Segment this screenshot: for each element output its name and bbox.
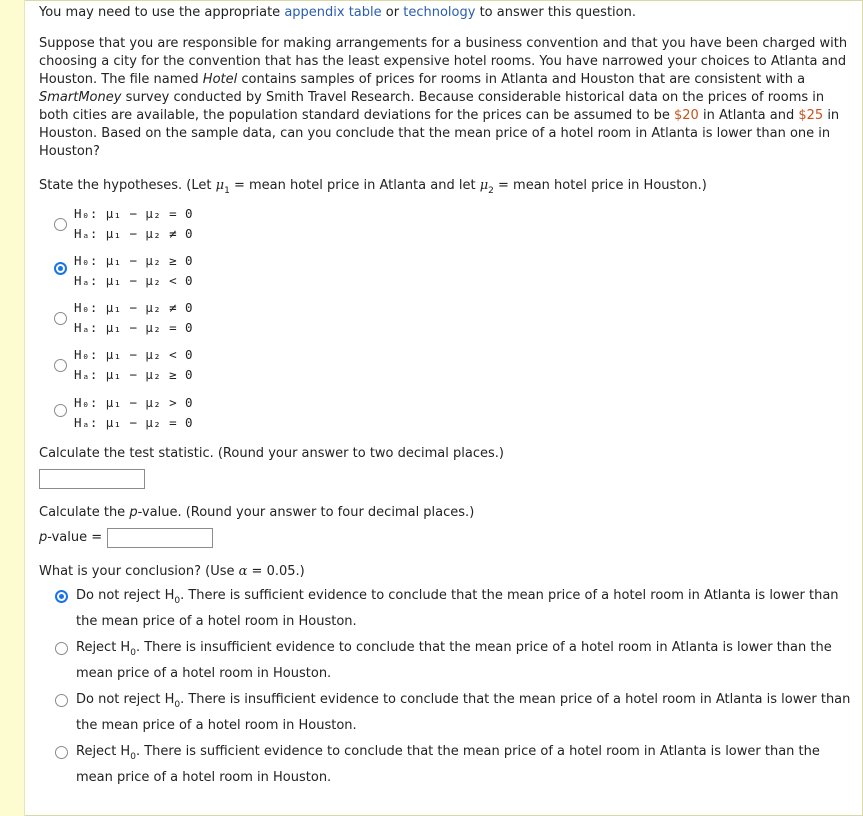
p-value-input[interactable] — [107, 528, 213, 548]
hypothesis-radio-3[interactable] — [54, 312, 67, 325]
conclusion-radio-1[interactable] — [55, 590, 68, 603]
conclusion-prompt: What is your conclusion? (Use α = 0.05.) — [39, 564, 305, 579]
sd-houston: $25 — [798, 108, 824, 123]
hypothesis-radio-2[interactable] — [54, 262, 67, 275]
appendix-table-link[interactable]: appendix table — [284, 5, 382, 20]
hypothesis-option-3[interactable] — [54, 299, 254, 341]
ha-line: Hₐ: μ₁ − μ₂ = 0 — [74, 320, 193, 335]
source-name: SmartMoney — [39, 90, 122, 105]
conclusion-option-2[interactable] — [55, 635, 855, 687]
h0-line: H₀: μ₁ − μ₂ > 0 — [74, 395, 193, 410]
p-value-label: p-value = — [39, 530, 103, 545]
file-name: Hotel — [202, 72, 238, 87]
hypothesis-option-2[interactable] — [54, 252, 254, 294]
hypothesis-radio-5[interactable] — [54, 404, 67, 417]
conclusion-text: Reject $H_0$. There is sufficient evidence to conclude that the mean price of a hotel room in Atlanta is lower than the mean price of a hotel room in Houston. — [76, 744, 820, 785]
conclusion-radio-2[interactable] — [55, 642, 68, 655]
hypothesis-option-5[interactable] — [54, 394, 254, 436]
h0-line: H₀: μ₁ − μ₂ = 0 — [74, 206, 193, 221]
h0-line: H₀: μ₁ − μ₂ ≠ 0 — [74, 300, 193, 315]
hypothesis-radio-1[interactable] — [54, 218, 67, 231]
h0-line: H₀: μ₁ − μ₂ < 0 — [74, 347, 193, 362]
ha-line: Hₐ: μ₁ − μ₂ < 0 — [74, 273, 193, 288]
test-statistic-input[interactable] — [39, 469, 145, 489]
h0-line: H₀: μ₁ − μ₂ ≥ 0 — [74, 253, 193, 268]
left-margin-bar — [0, 0, 25, 816]
conclusion-text: Do not reject $H_0$. There is insufficient evidence to conclude that the mean price of a hotel room in Atlanta is lower than the mean price of a hotel room in Houston. — [76, 692, 851, 733]
hypothesis-radio-4[interactable] — [54, 359, 67, 372]
intro-line: You may need to use the appropriate appendix table or technology to answer this question. — [39, 5, 636, 20]
hypothesis-option-1[interactable] — [54, 205, 254, 247]
conclusion-text: Do not reject $H_0$. There is sufficient evidence to conclude that the mean price of a hotel room in Atlanta is lower than the mean price of a hotel room in Houston. — [76, 588, 839, 629]
conclusion-option-4[interactable] — [55, 739, 855, 791]
ha-line: Hₐ: μ₁ − μ₂ = 0 — [74, 415, 193, 430]
ha-line: Hₐ: μ₁ − μ₂ ≥ 0 — [74, 367, 193, 382]
conclusion-radio-3[interactable] — [55, 694, 68, 707]
technology-link[interactable]: technology — [403, 5, 476, 20]
conclusion-option-1[interactable] — [55, 583, 855, 635]
conclusion-radio-4[interactable] — [55, 746, 68, 759]
hypotheses-prompt: State the hypotheses. (Let $\mu_1$ = mean hotel price in Atlanta and let $\mu_2$ = mean hotel price in Houston.) — [39, 178, 707, 196]
conclusion-text: Reject $H_0$. There is insufficient evidence to conclude that the mean price of a hotel room in Atlanta is lower than the mean price of a hotel room in Houston. — [76, 640, 832, 681]
p-value-prompt: Calculate the p-value. (Round your answer to four decimal places.) — [39, 505, 475, 520]
test-statistic-prompt: Calculate the test statistic. (Round your answer to two decimal places.) — [39, 446, 504, 461]
conclusion-option-3[interactable] — [55, 687, 855, 739]
problem-statement: Suppose that you are responsible for making arrangements for a business convention and that you have been charged with choosing a city for the convention that has the least expensive hotel rooms. You have narrowed your choices to Atlanta and Houston. The file named Hotel contains samples of prices for rooms in Atlanta and Houston that are consistent with a SmartMoney survey conducted by Smith Travel Research. Because considerable historical data on the prices of rooms in both cities are available, the population standard deviations for the prices can be assumed to be $20 in Atlanta and $25 in Houston. Based on the sample data, can you conclude that the mean price of a hotel room in Atlanta is lower than one in Houston? — [39, 36, 848, 159]
sd-atlanta: $20 — [674, 108, 699, 123]
ha-line: Hₐ: μ₁ − μ₂ ≠ 0 — [74, 226, 193, 241]
hypothesis-option-4[interactable] — [54, 346, 254, 388]
